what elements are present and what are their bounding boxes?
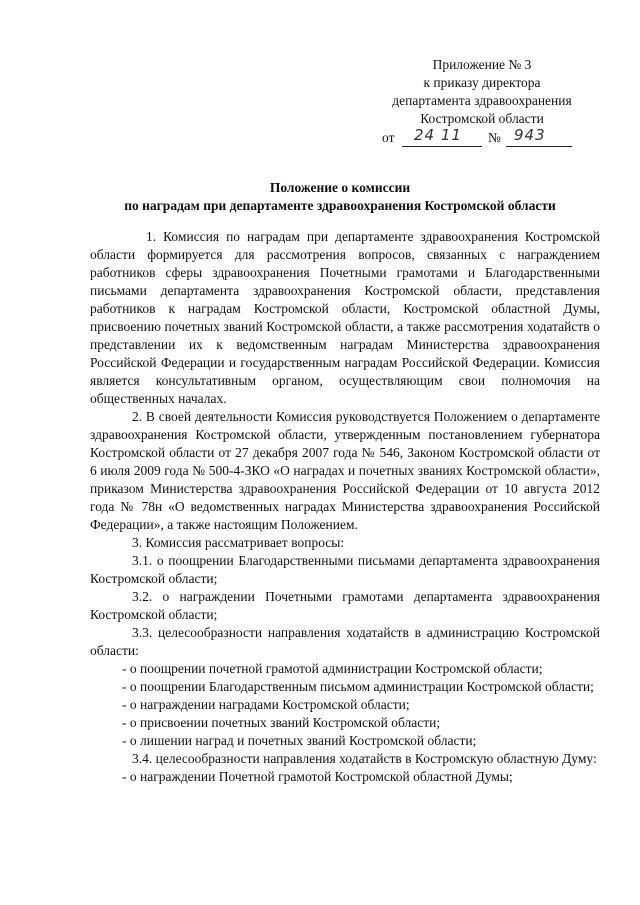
list-item: - о присвоении почетных званий Костромской области;	[122, 715, 441, 730]
number-label: №	[488, 130, 501, 145]
number-underline	[506, 146, 572, 147]
date-underline	[402, 146, 482, 147]
handwritten-date: 24 11	[414, 126, 462, 144]
list-item: - о поощрении Благодарственным письмом администрации Костромской области;	[122, 679, 594, 694]
paragraph-2: 2. В своей деятельности Комиссия руководствуется Положением о департаменте здравоохранения Костромской области, утвержденным постановлением губернатора Костромской области от 27 декабря 2007 года № 546, Законом Костромской области от 6 июля 2009 года № 500-4-ЗКО «О наградах и почетных званиях Костромской области», приказом Министерства здравоохранения Российской Федерации от 10 августа 2012 года № 78н «О ведомственных наградах Министерства здравоохранения Российской Федерации», а также настоящим Положением.	[90, 409, 600, 532]
from-label: от	[382, 130, 395, 145]
paragraph-1: 1. Комиссия по наградам при департаменте здравоохранения Костромской области формируется для рассмотрения вопросов, связанных с награждением работников сферы здравоохранения Почетными грамотами и Благодарственными письмами департамента здравоохранения Костромской области, представления работников к наградам Костромской области, Костромской областной Думы, присвоению почетных званий Костромской области, а также рассмотрения ходатайств о представлении их к ведомственным наградам Министерства здравоохранения Российской Федерации и государственным наградам Российской Федерации. Комиссия является консультативным органом, осуществляющим свои полномочия на общественных началах.	[90, 229, 600, 406]
list-item: - о награждении наградами Костромской области;	[122, 697, 410, 712]
paragraph-3-3: 3.3. целесообразности направления ходатайств в администрацию Костромской области:	[90, 625, 600, 658]
appendix-order-ref: к приказу директора	[423, 75, 541, 90]
list-item: - о награждении Почетной грамотой Костромской областной Думы;	[122, 769, 513, 784]
list-item: - о поощрении почетной грамотой администрации Костромской области;	[122, 661, 543, 676]
paragraph-3-2: 3.2. о награждении Почетными грамотами департамента здравоохранения Костромской области;	[90, 589, 600, 622]
appendix-department: департамента здравоохранения	[392, 93, 572, 108]
order-date-number-line	[382, 128, 582, 148]
appendix-title: Приложение № 3	[432, 57, 532, 72]
paragraph-3-4: 3.4. целесообразности направления ходатайств в Костромскую областную Думу:	[132, 751, 597, 766]
document-body	[90, 228, 600, 786]
appendix-region: Костромской области	[420, 111, 544, 126]
handwritten-number: 943	[514, 126, 546, 144]
paragraph-3-1: 3.1. о поощрении Благодарственными письмами департамента здравоохранения Костромской области;	[90, 553, 600, 586]
document-title: Положение о комиссии	[269, 180, 411, 195]
appendix-header	[372, 56, 592, 128]
list-item: - о лишении наград и почетных званий Костромской области;	[122, 733, 477, 748]
paragraph-3: 3. Комиссия рассматривает вопросы:	[132, 535, 345, 550]
document-subtitle: по наградам при департаменте здравоохранения Костромской области	[124, 198, 556, 213]
